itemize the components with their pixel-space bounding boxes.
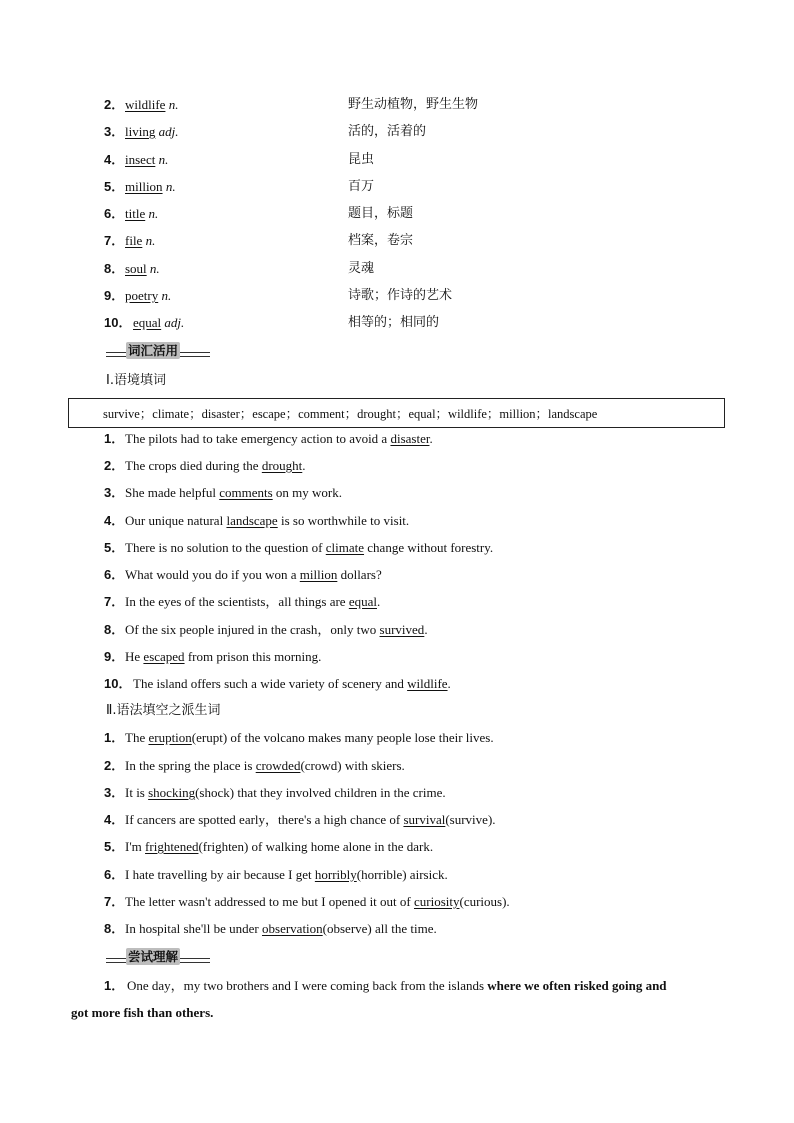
answer: comments — [219, 485, 273, 500]
derivative-item: 3． It is shocking(shock) that they involved children in the crime. — [104, 785, 446, 800]
part-title: Ⅱ.语法填空之派生词 — [106, 703, 221, 718]
vocab-meaning: 档案，卷宗 — [348, 233, 414, 248]
fill-item: 3． She made helpful comments on my work. — [104, 485, 343, 500]
answer: wildlife — [407, 676, 448, 691]
answer: landscape — [226, 513, 278, 528]
derivative-item: 5． I'm frightened(frighten) of walking home alone in the dark. — [104, 839, 434, 854]
fill-item: 9． He escaped from prison this morning. — [104, 649, 322, 664]
fill-item: 5． There is no solution to the question of climate change without forestry. — [104, 540, 494, 555]
vocab-item: 10． equal adj. 相等的；相同的 — [0, 313, 794, 333]
answer: crowded — [255, 758, 301, 773]
vocab-item: 9． poetry n. 诗歌；作诗的艺术 — [0, 286, 794, 306]
vocab-item: 3． living adj. 活的，活着的 — [0, 122, 794, 142]
vocab-meaning: 活的，活着的 — [348, 124, 427, 139]
vocab-word: living — [125, 124, 156, 139]
fill-item: 2． The crops died during the drought. — [104, 458, 306, 473]
reading-line: 1． One day，my two brothers and I were coming back from the islands where we often risked going and — [104, 978, 667, 993]
vocab-word: title — [125, 206, 146, 221]
derivative-item: 8． In hospital she'll be under observation(observe) all the time. — [104, 921, 437, 936]
answer: frightened — [145, 839, 199, 854]
vocab-word: soul — [125, 261, 147, 276]
vocab-item: 2． wildlife n. 野生动植物，野生生物 — [0, 95, 794, 115]
derivative-item: 6． I hate travelling by air because I get horribly(horrible) airsick. — [104, 867, 448, 882]
vocab-item: 7． file n. 档案，卷宗 — [0, 231, 794, 251]
answer: survival — [403, 812, 446, 827]
vocab-meaning: 野生动植物，野生生物 — [348, 97, 479, 112]
section-header-comprehension: 尝试理解 — [106, 949, 210, 965]
vocab-word: file — [125, 233, 143, 248]
vocab-word: wildlife — [125, 97, 166, 112]
fill-item: 10． The island offers such a wide variety of scenery and wildlife. — [104, 676, 451, 691]
vocab-item: 6． title n. 题目，标题 — [0, 204, 794, 224]
vocab-meaning: 诗歌；作诗的艺术 — [348, 288, 453, 303]
vocab-meaning: 题目，标题 — [348, 206, 414, 221]
vocab-item: 4． insect n. 昆虫 — [0, 150, 794, 170]
answer: eruption — [148, 730, 192, 745]
derivative-item: 4． If cancers are spotted early，there's a high chance of survival(survive). — [104, 812, 496, 827]
answer: escaped — [143, 649, 185, 664]
part-title: Ⅰ.语境填词 — [106, 373, 166, 388]
derivative-item: 7． The letter wasn't addressed to me but I opened it out of curiosity(curious). — [104, 894, 510, 909]
vocab-word: poetry — [125, 288, 159, 303]
answer: drought — [261, 458, 303, 473]
reading-line: got more fish than others. — [71, 1005, 214, 1020]
fill-item: 1． The pilots had to take emergency action to avoid a disaster. — [104, 431, 433, 446]
fill-item: 4． Our unique natural landscape is so worthwhile to visit. — [104, 513, 410, 528]
answer: observation — [262, 921, 323, 936]
answer: shocking — [148, 785, 196, 800]
fill-item: 8． Of the six people injured in the crash，only two survived. — [104, 622, 428, 637]
vocab-item: 8． soul n. 灵魂 — [0, 259, 794, 279]
vocab-word: million — [125, 179, 163, 194]
vocab-item: 5． million n. 百万 — [0, 177, 794, 197]
vocab-meaning: 灵魂 — [348, 261, 375, 276]
answer: disaster — [390, 431, 430, 446]
answer: curiosity — [413, 894, 460, 909]
vocab-meaning: 百万 — [348, 179, 375, 194]
vocab-word: insect — [125, 152, 156, 167]
section-header-vocab-practice: 词汇活用 — [106, 343, 210, 359]
answer: equal — [348, 594, 377, 609]
answer: million — [299, 567, 338, 582]
word-bank: survive；climate；disaster；escape；comment；drought；equal；wildlife；million；landscape — [68, 398, 725, 428]
vocab-meaning: 昆虫 — [348, 152, 375, 167]
answer: survived — [379, 622, 425, 637]
answer: climate — [325, 540, 365, 555]
derivative-item: 2． In the spring the place is crowded(crowd) with skiers. — [104, 758, 405, 773]
vocab-meaning: 相等的；相同的 — [348, 315, 440, 330]
fill-item: 7． In the eyes of the scientists，all things are equal. — [104, 594, 381, 609]
answer: horribly — [314, 867, 357, 882]
derivative-item: 1． The eruption(erupt) of the volcano makes many people lose their lives. — [104, 730, 494, 745]
fill-item: 6． What would you do if you won a million dollars? — [104, 567, 382, 582]
vocab-word: equal — [133, 315, 162, 330]
